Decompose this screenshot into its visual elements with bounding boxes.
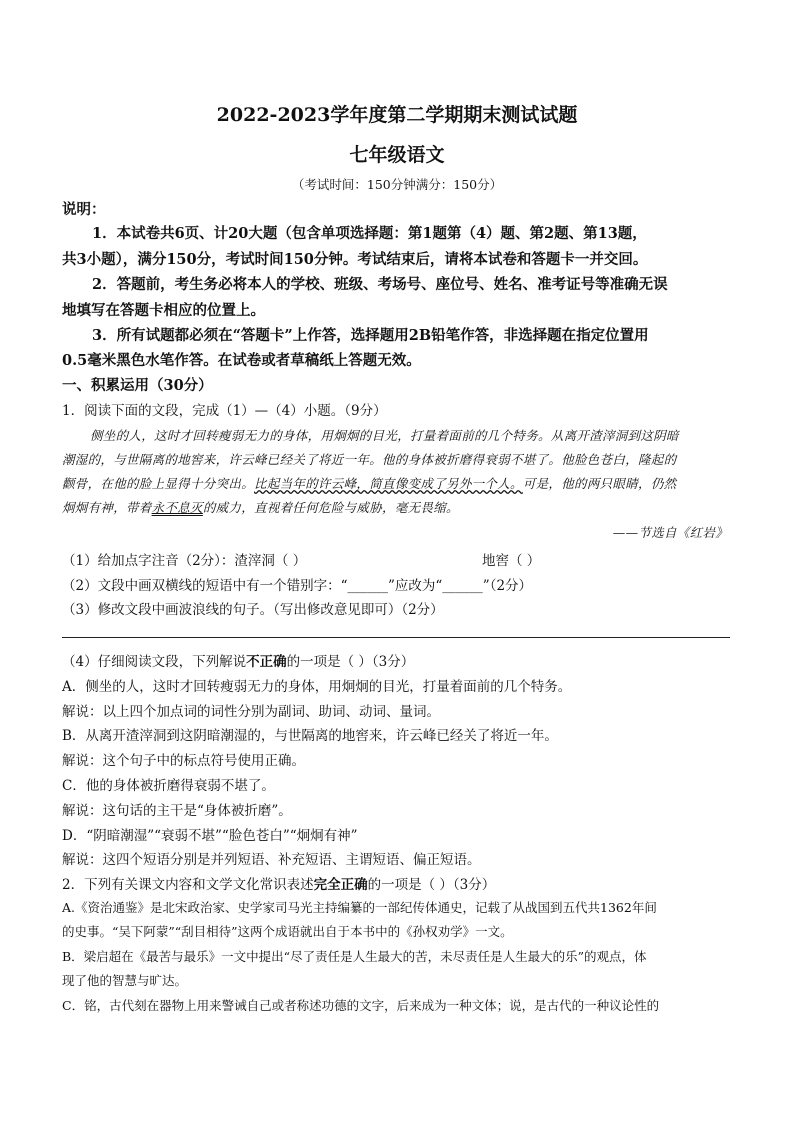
question-2-option-c-1: C．铭，古代刻在器物上用来警诫自己或者称述功德的文字，后来成为一种文体；说，是古代的一种议论性的 [62, 998, 660, 1013]
explanation-d: 解说：这四个短语分别是并列短语、补充短语、主谓短语、偏正短语。 [62, 852, 481, 868]
passage-line-3-end: 可是，他的两只眼睛，仍然 [522, 476, 677, 491]
explanation-c: 解说：这句话的主干是“身体被折磨”。 [62, 803, 292, 819]
section-1-heading: 一、积累运用（30分） [62, 377, 213, 394]
question-2-option-b-2: 现了他的智慧与旷达。 [62, 973, 188, 988]
question-1-3: （3）修改文段中画波浪线的句子。（写出修改意见即可）（2分） [62, 602, 444, 618]
question-2-end: 的一项是（ ）（3分） [367, 877, 496, 893]
question-2-option-a-2: 的史事。“吴下阿蒙”“刮目相待”这两个成语就出自于本书中的《孙权劝学》一文。 [62, 924, 513, 939]
option-b: B．从离开渣滓洞到这阴暗潮湿的，与世隔离的地窖来，许云峰已经关了将近一年。 [62, 728, 558, 744]
passage-source: ——节选自《红岩》 [612, 525, 728, 540]
passage-line-4-end: 的威力，直视着任何危险与威胁，毫无畏缩。 [202, 500, 459, 515]
question-1-stem: 1．阅读下面的文段，完成（1）—（4）小题。（9分） [62, 403, 387, 419]
wavy-sentence: 比起当年的许云峰，简直像变成了另外一个人。 [254, 476, 523, 491]
passage-line-1: 侧坐的人，这时才回转瘦弱无力的身体，用炯炯的目光，打量着面前的几个特务。从离开渣滓洞到这阴暗 [90, 428, 679, 443]
question-1-4-end: 的一项是（ ）（3分） [286, 654, 415, 670]
option-c: C．他的身体被折磨得衰弱不堪了。 [62, 778, 275, 794]
note-1a: 1．本试卷共6页、计20大题（包含单项选择题：第1题第（4）题、第2题、第13题， [92, 225, 647, 242]
option-d: D．“阴暗潮湿”“衰弱不堪”“脸色苍白”“炯炯有神” [62, 828, 358, 844]
option-a: A．侧坐的人，这时才回转瘦弱无力的身体，用炯炯的目光，打量着面前的几个特务。 [62, 679, 572, 695]
question-1-2: （2）文段中画双横线的短语中有一个错别字：“______”应改为“______”（2分） [62, 578, 533, 594]
double-underlined-phrase: 永不息灭 [151, 500, 203, 515]
exam-subject: 七年级语文 [349, 144, 445, 166]
question-1-1-b: 地窖（ ） [482, 553, 541, 569]
question-1-4 [62, 650, 414, 670]
question-2-start: 2．下列有关课文内容和文学文化常识表述 [62, 877, 314, 893]
passage-line-3-start: 颧骨，在他的脸上显得十分突出。 [62, 476, 255, 491]
passage-line-4-start: 炯炯有神，带着 [62, 500, 152, 515]
explanation-a: 解说：以上四个加点词的词性分别为副词、助词、动词、量词。 [62, 704, 440, 720]
exam-info: （考试时间：150分钟满分：150分） [291, 177, 503, 192]
notes-heading: 说明： [62, 201, 106, 218]
question-2-option-a-1: A.《资治通鉴》是北宋政治家、史学家司马光主持编纂的一部纪传体通史，记载了从战国到五代共1362年间 [62, 900, 657, 915]
passage-line-4 [62, 498, 459, 516]
exam-title: 2022-2023学年度第二学期期末测试试题 [216, 104, 578, 126]
answer-line [62, 637, 730, 638]
question-1-4-start: （4）仔细阅读文段，下列解说 [62, 654, 247, 670]
question-1-1: （1）给加点字注音（2分）：渣滓洞（ ） [62, 553, 307, 569]
question-2-emphasis: 完全正确 [313, 877, 368, 893]
note-3a: 3．所有试题都必须在“答题卡”上作答，选择题用2B铅笔作答，非选择题在指定位置用 [92, 327, 649, 344]
question-2-option-b-1: B．梁启超在《最苦与最乐》一文中提出“尽了责任是人生最大的苦，未尽责任是人生最大的乐”的观点，体 [62, 949, 647, 964]
question-1-4-emphasis: 不正确 [246, 654, 287, 670]
passage-line-2: 潮湿的，与世隔离的地窖来，许云峰已经关了将近一年。他的身体被折磨得衰弱不堪了。他脸色苍白，隆起的 [62, 452, 677, 467]
passage-line-3 [62, 474, 676, 492]
explanation-b: 解说：这个句子中的标点符号使用正确。 [62, 753, 305, 769]
note-1b: 共3小题），满分150分，考试时间150分钟。考试结束后，请将本试卷和答题卡一并交回。 [62, 251, 648, 268]
question-2-stem [62, 873, 495, 893]
note-2a: 2．答题前，考生务必将本人的学校、班级、考场号、座位号、姓名、准考证号等准确无误 [92, 276, 668, 293]
note-2b: 地填写在答题卡相应的位置上。 [62, 302, 265, 319]
note-3b: 0.5毫米黑色水笔作答。在试卷或者草稿纸上答题无效。 [62, 352, 421, 369]
